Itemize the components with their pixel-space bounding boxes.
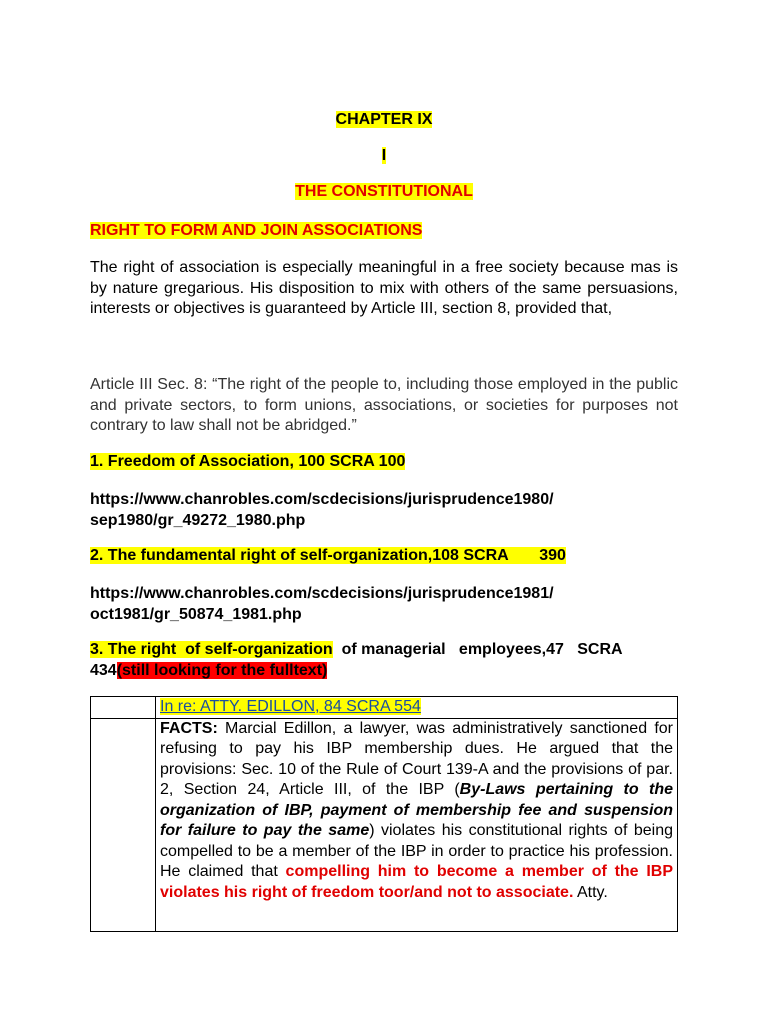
title-line-1: THE CONSTITUTIONAL	[295, 183, 473, 200]
case-facts-row	[91, 718, 678, 931]
title-line-2: RIGHT TO FORM AND JOIN ASSOCIATIONS	[90, 222, 423, 239]
article-quote: Article III Sec. 8: “The right of the people to, including those employed in the public and private sectors, to form unions, associations, or societies for purposes not contrary to law shall not be abridged.”	[90, 376, 678, 434]
case-index-cell	[91, 718, 156, 931]
case-table	[90, 696, 678, 932]
intro-paragraph: The right of association is especially meaningful in a free society because mas is by nature gregarious. His disposition to mix with others of the same persuasions, interests or objectives is guaranteed by Article III, section 8, provided that,	[90, 259, 678, 317]
case-index-cell	[91, 697, 156, 719]
facts-label: FACTS:	[160, 719, 218, 737]
chapter-heading: CHAPTER IX	[335, 111, 433, 128]
item-2-heading: 2. The fundamental right of self-organization,108 SCRA 390	[90, 547, 566, 564]
item-1-heading: 1. Freedom of Association, 100 SCRA 100	[90, 453, 406, 470]
item-3-heading: 3. The right of self-organization of managerial employees,47 SCRA 434(still looking for the fulltext)	[90, 641, 623, 679]
case-facts-cell: FACTS: Marcial Edillon, a lawyer, was administratively sanctioned for refusing to pay his IBP membership dues. He argued that the provisions: Sec. 10 of the Rule of Court 139-A and the provisions of par. 2, Section 24, Article III, of the IBP (By-Laws pertaining to the organization of IBP, payment of membership fee and suspension for failure to pay the same) violates his constitutional rights of being compelled to be a member of the IBP in order to practice his profession. He claimed that compelling him to become a member of the IBP violates his right of freedom toor/and not to associate. Atty.	[156, 718, 678, 931]
case-title-link[interactable]: In re: ATTY. EDILLON, 84 SCRA 554	[160, 698, 421, 715]
item-2-link[interactable]: https://www.chanrobles.com/scdecisions/jurisprudence1981/ oct1981/gr_50874_1981.php	[90, 585, 554, 623]
marker: I	[381, 147, 387, 164]
fulltext-note: (still looking for the fulltext)	[116, 661, 328, 679]
item-1-link[interactable]: https://www.chanrobles.com/scdecisions/jurisprudence1980/ sep1980/gr_49272_1980.php	[90, 491, 554, 529]
case-header-row	[91, 697, 678, 719]
case-title-cell	[156, 697, 678, 719]
